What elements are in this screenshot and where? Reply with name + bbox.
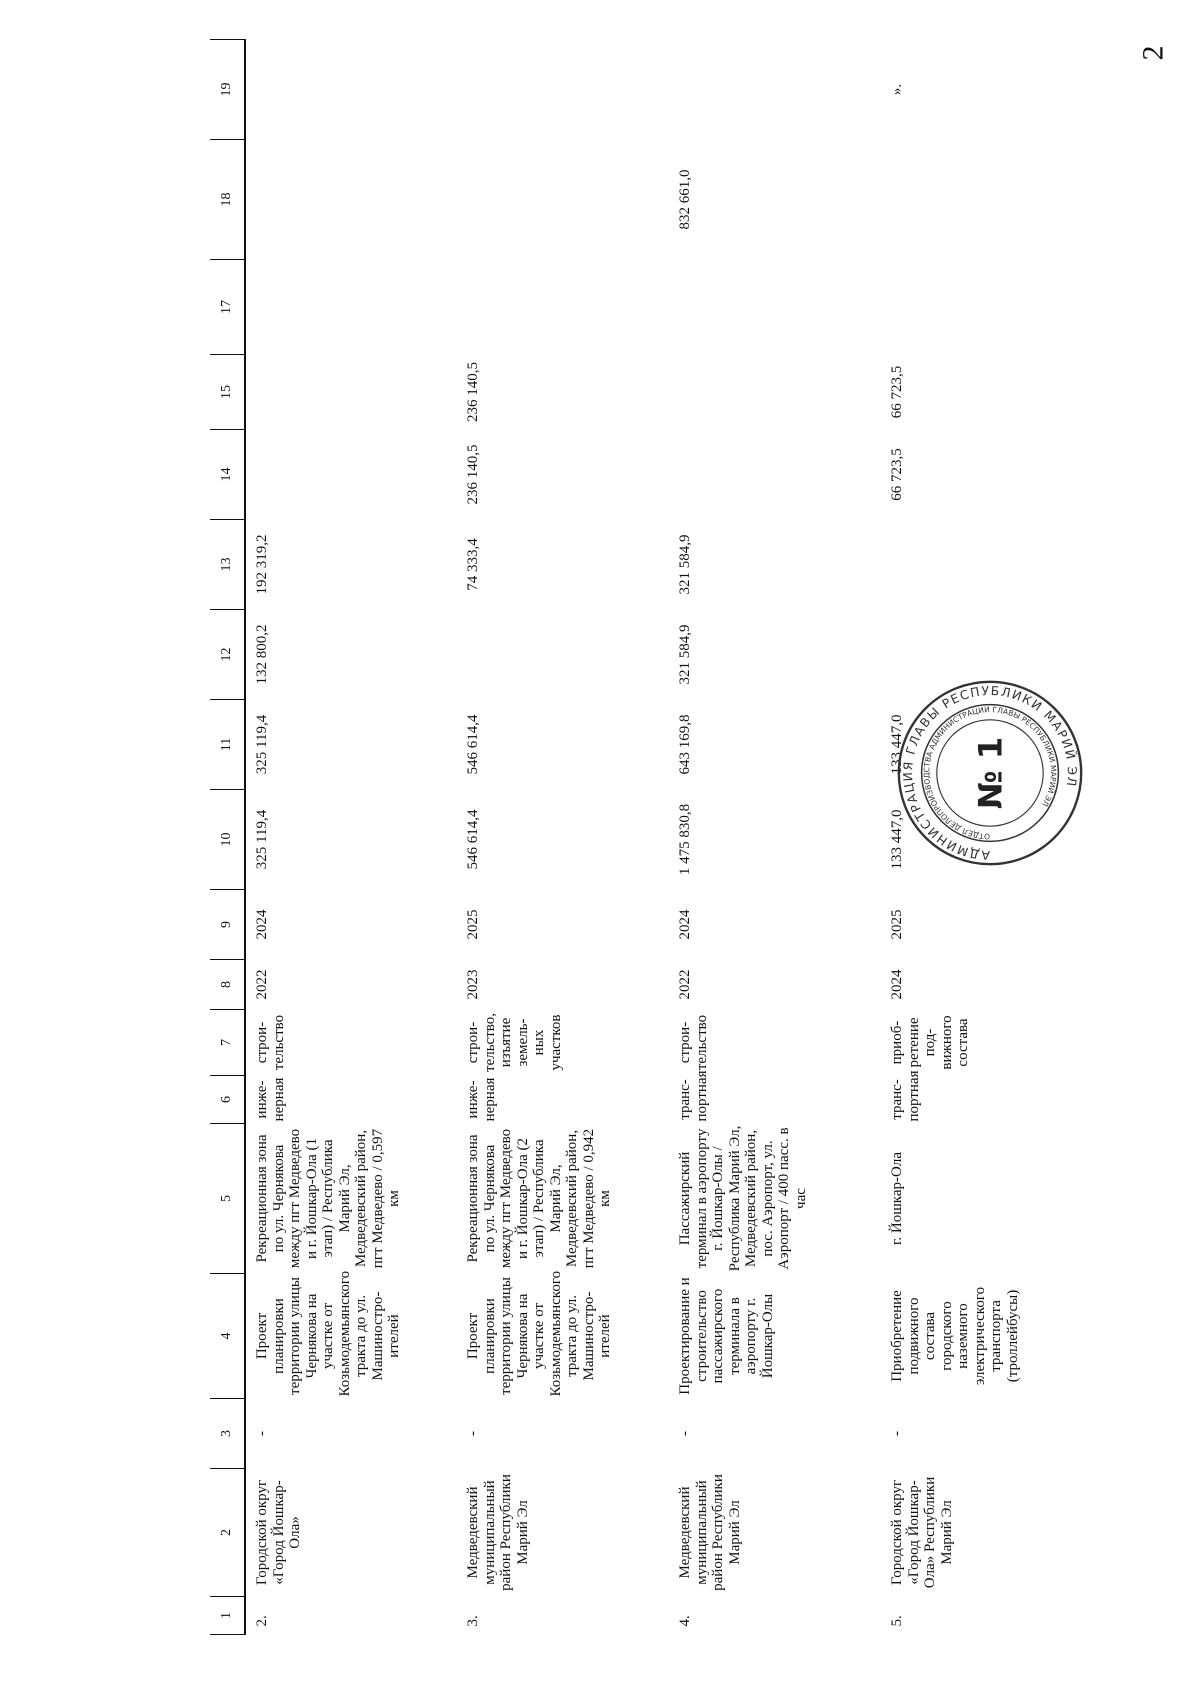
amount-cell-11: 325 119,4 — [254, 714, 270, 775]
cell-col3: - — [254, 1431, 270, 1436]
official-stamp — [895, 678, 1085, 868]
amount-cell-11: 546 614,4 — [465, 714, 481, 775]
row-number: 3. — [465, 1615, 481, 1627]
amount-cell-12: 132 800,2 — [254, 624, 270, 685]
column-header: 9 — [210, 890, 245, 960]
owner-cell: Медведевский муниципальный район Республики Марий Эл — [677, 1474, 743, 1591]
type-cell: транс-портная — [677, 1070, 710, 1122]
start-year-cell: 2024 — [889, 969, 905, 1000]
cell-col19: ». — [889, 83, 905, 96]
end-year-cell: 2025 — [889, 909, 905, 940]
owner-cell: Городской округ «Город Йошкар-Ола» Республики Марий Эл — [889, 1476, 955, 1589]
amount-cell-18 — [245, 140, 457, 260]
row-number: 5. — [889, 1615, 905, 1627]
object-cell: г. Йошкар-Ола — [889, 1151, 905, 1246]
project-cell: Приобретение подвижного состава городского наземного электрического транспорта (троллейбусы) — [889, 1286, 1021, 1386]
type-cell: транс-портная — [889, 1070, 922, 1122]
column-header: 6 — [210, 1076, 245, 1124]
cell-col3: - — [889, 1431, 905, 1436]
type-cell: инже-нерная — [465, 1077, 498, 1122]
amount-cell-14: 66 723,5 — [889, 448, 905, 501]
column-header: 14 — [210, 430, 245, 520]
amount-cell-11: 133 447,0 — [889, 714, 905, 775]
project-cell: Проектирование и строительство пассажирского терминала в аэропорту г. Йошкар-Олы — [677, 1277, 776, 1395]
object-cell: Пассажирский терминал в аэропорту г. Йошкар-Олы / Республика Марий Эл, Медведевский район, пос. Аэропорт, ул. Аэропорт / 400 пасс. в час — [677, 1125, 809, 1272]
object-cell: Рекреационная зона по ул. Чернякова между пгт Медведево и г. Йошкар-Ола (1 этап) / Республика Марий Эл, Медведевский район, пгт Медведево / 0,597 км — [254, 1128, 402, 1269]
project-cell: Проект планировки территории улицы Чернякова на участке от Козьмодемьянского тракта до ул. Машиностро-ителей — [254, 1270, 402, 1397]
amount-cell-14 — [245, 430, 457, 520]
table-row — [245, 40, 457, 1635]
column-header: 5 — [210, 1124, 245, 1274]
column-header: 18 — [210, 140, 245, 260]
amount-cell-11: 643 169,8 — [677, 714, 693, 775]
amount-cell-17 — [457, 260, 669, 355]
column-header: 12 — [210, 610, 245, 700]
column-header: 19 — [210, 40, 245, 140]
project-cell: Проект планировки территории улицы Чернякова на участке от Козьмодемьянского тракта до ул. Машиностро-ителей — [465, 1270, 613, 1397]
amount-cell-17 — [881, 260, 1093, 355]
amount-cell-12: 321 584,9 — [677, 624, 693, 685]
cell-col19 — [457, 40, 669, 140]
amount-cell-17 — [669, 260, 881, 355]
type-cell: инже-нерная — [254, 1077, 287, 1122]
amount-cell-17 — [245, 260, 457, 355]
stamp-center-number: № 1 — [971, 736, 1010, 810]
column-header: 8 — [210, 960, 245, 1010]
column-header: 10 — [210, 790, 245, 890]
start-year-cell: 2022 — [254, 969, 270, 1000]
cell-col19 — [669, 40, 881, 140]
amount-cell-13: 74 333,4 — [465, 538, 481, 591]
amount-cell-10: 546 614,4 — [465, 809, 481, 870]
amount-cell-10: 325 119,4 — [254, 809, 270, 870]
stamp-inner-text: ОТДЕЛ ДЕЛОПРОИЗВОДСТВА АДМИНИСТРАЦИИ ГЛАВЫ РЕСПУБЛИКИ МАРИЙ ЭЛ — [922, 705, 1058, 841]
object-cell: Рекреационная зона по ул. Чернякова между пгт Медведево и г. Йошкар-Ола (2 этап) / Республика Марий Эл, Медведевский район, пгт Медведево / 0,942 км — [465, 1128, 613, 1269]
amount-cell-10: 1 475 830,8 — [677, 803, 693, 876]
kind-cell: строи-тельство — [677, 1014, 710, 1071]
column-header: 17 — [210, 260, 245, 355]
amount-cell-15 — [669, 355, 881, 430]
page-number: 2 — [1136, 45, 1170, 61]
end-year-cell: 2024 — [254, 909, 270, 940]
amount-cell-13: 192 319,2 — [254, 534, 270, 595]
stamp-outer-text: АДМИНИСТРАЦИЯ ГЛАВЫ РЕСПУБЛИКИ МАРИЙ ЭЛ — [900, 683, 1079, 863]
row-number: 2. — [254, 1615, 270, 1627]
cell-col19 — [245, 40, 457, 140]
amount-cell-14 — [669, 430, 881, 520]
kind-cell: строи-тельство, изъятие земель-ных участков — [465, 1013, 564, 1072]
owner-cell: Медведевский муниципальный район Республики Марий Эл — [465, 1474, 531, 1591]
amount-cell-13 — [881, 520, 1093, 610]
kind-cell: строи-тельство — [254, 1014, 287, 1071]
amount-cell-13: 321 584,9 — [677, 534, 693, 595]
row-number: 4. — [677, 1615, 693, 1627]
amount-cell-14: 236 140,5 — [465, 444, 481, 505]
column-header: 13 — [210, 520, 245, 610]
column-header: 4 — [210, 1274, 245, 1399]
start-year-cell: 2022 — [677, 969, 693, 1000]
column-header: 3 — [210, 1399, 245, 1469]
end-year-cell: 2025 — [465, 909, 481, 940]
column-header: 11 — [210, 700, 245, 790]
amount-cell-15: 66 723,5 — [889, 365, 905, 419]
column-header: 1 — [210, 1597, 245, 1635]
table-row — [457, 40, 669, 1635]
amount-cell-18: 832 661,0 — [677, 169, 693, 230]
kind-cell: приоб-ретение под-вижного состава — [889, 1015, 971, 1070]
cell-col3: - — [677, 1431, 693, 1436]
cell-col3: - — [465, 1431, 481, 1436]
amount-cell-15 — [245, 355, 457, 430]
amount-cell-15: 236 140,5 — [465, 362, 481, 422]
column-header: 15 — [210, 355, 245, 430]
start-year-cell: 2023 — [465, 969, 481, 1000]
amount-cell-18 — [881, 140, 1093, 260]
amount-cell-18 — [457, 140, 669, 260]
table-row — [669, 40, 881, 1635]
owner-cell: Городской округ «Город Йошкар-Ола» — [254, 1479, 303, 1586]
column-header: 7 — [210, 1010, 245, 1076]
column-header: 2 — [210, 1469, 245, 1597]
amount-cell-12 — [457, 610, 669, 700]
end-year-cell: 2024 — [677, 909, 693, 940]
column-number-row — [210, 40, 245, 1635]
amount-cell-10: 133 447,0 — [889, 809, 905, 870]
